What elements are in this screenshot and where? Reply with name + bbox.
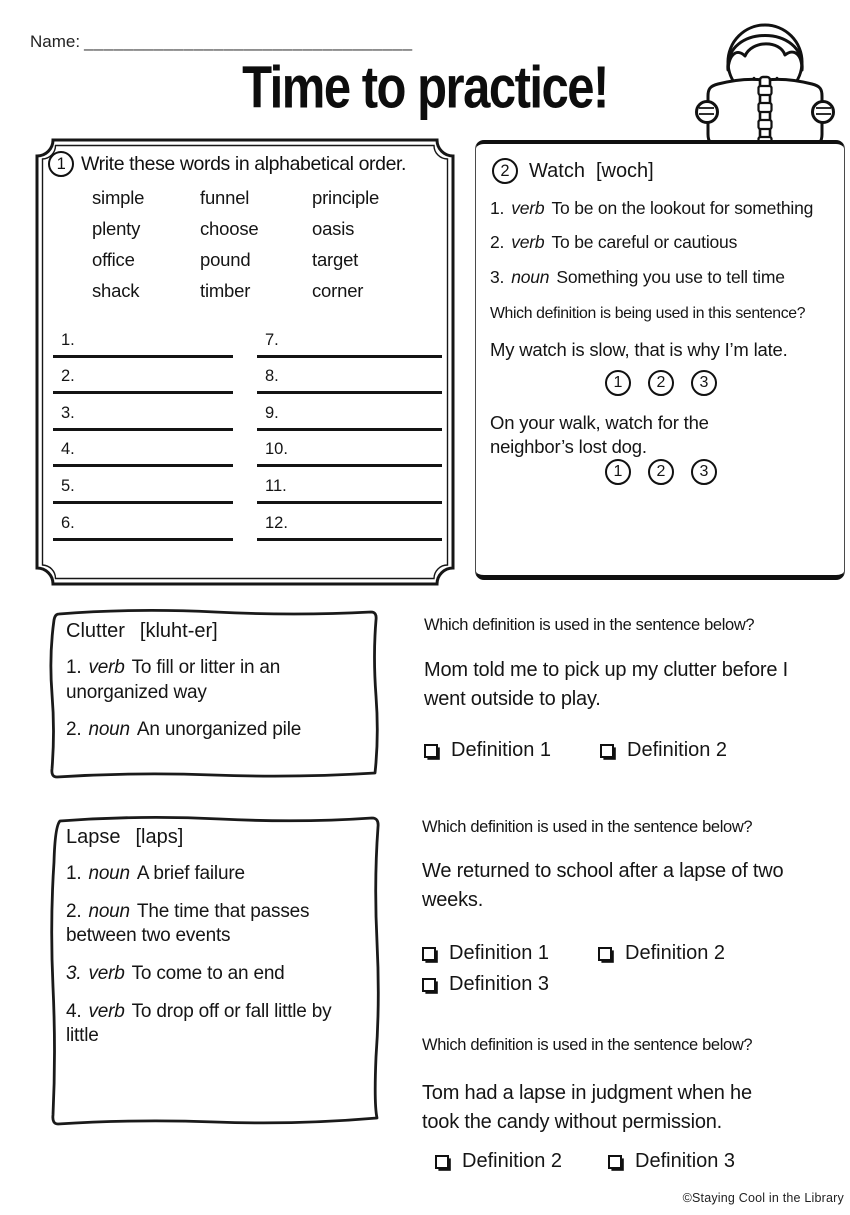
lapse-box xyxy=(45,812,385,1130)
blank-number: 8. xyxy=(265,367,279,386)
definition-line xyxy=(490,231,832,254)
page-title: Time to practice! xyxy=(242,55,608,122)
option-definition-3 xyxy=(422,973,549,996)
question-text: Which definition is being used in this sentence? xyxy=(490,304,806,322)
definition-text: To fill or litter in an unorganized way xyxy=(66,657,281,703)
blank-number: 9. xyxy=(265,403,279,422)
answer-blank-8[interactable] xyxy=(257,358,442,395)
section1-number-badge: 1 xyxy=(48,151,74,177)
answer-blanks xyxy=(53,321,442,541)
answer-blank-7[interactable] xyxy=(257,321,442,358)
blank-number: 4. xyxy=(61,440,75,459)
option-label: Definition 1 xyxy=(449,942,550,965)
checkbox[interactable] xyxy=(598,947,612,961)
definition-text: To be careful or cautious xyxy=(551,232,738,253)
question-text: Which definition is used in the sentence below? xyxy=(422,818,753,836)
checkbox[interactable] xyxy=(600,744,614,758)
checkbox[interactable] xyxy=(422,978,436,992)
definition-line xyxy=(66,962,369,987)
lapse-heading xyxy=(66,826,369,849)
choice-circle-2[interactable]: 2 xyxy=(648,370,674,396)
answer-blank-5[interactable] xyxy=(53,467,233,504)
choice-row-2 xyxy=(490,459,832,485)
word-item: pound xyxy=(200,249,251,270)
definition-number: 2. xyxy=(66,900,82,922)
word-item: simple xyxy=(92,187,145,208)
checkbox[interactable] xyxy=(422,947,436,961)
blank-number: 12. xyxy=(265,513,288,532)
word-item: corner xyxy=(312,280,364,301)
definition-number: 3. xyxy=(490,266,505,287)
checkbox[interactable] xyxy=(435,1155,449,1169)
answer-blank-1[interactable] xyxy=(53,321,233,358)
section1-prompt: Write these words in alphabetical order. xyxy=(81,152,407,175)
definition-text: To drop off or fall little by little xyxy=(66,1000,332,1047)
part-of-speech: noun xyxy=(511,266,550,287)
definition-line xyxy=(66,656,367,705)
definition-text: The time that passes between two events xyxy=(66,900,310,947)
definition-line xyxy=(66,862,369,887)
word-list xyxy=(92,187,379,311)
definition-text: To come to an end xyxy=(131,963,285,985)
option-definition-2 xyxy=(435,1150,608,1173)
definition-number: 2. xyxy=(490,232,505,253)
question-text: Which definition is used in the sentence below? xyxy=(424,616,755,634)
blank-number: 10. xyxy=(265,440,288,459)
word-item: oasis xyxy=(312,218,355,239)
option-label: Definition 3 xyxy=(449,973,550,996)
watch-box xyxy=(475,140,845,580)
clutter-question-block xyxy=(424,616,848,762)
lapse-q2-options xyxy=(422,1150,850,1173)
checkbox[interactable] xyxy=(608,1155,622,1169)
word-item: principle xyxy=(312,187,380,208)
sentence-text: On your walk, watch for the neighbor’s lost dog. xyxy=(490,411,709,458)
answer-blank-4[interactable] xyxy=(53,431,233,468)
word-title: Watch xyxy=(529,159,585,182)
blank-number: 5. xyxy=(61,476,75,495)
right-hand xyxy=(813,102,834,123)
blank-number: 3. xyxy=(61,403,75,422)
answer-blank-2[interactable] xyxy=(53,358,233,395)
option-label: Definition 2 xyxy=(625,942,726,965)
sentence-text: Mom told me to pick up my clutter before I went outside to play. xyxy=(424,659,788,710)
blank-number: 6. xyxy=(61,513,75,532)
watch-heading xyxy=(492,158,832,184)
footer-credit: ©Staying Cool in the Library xyxy=(682,1191,844,1205)
part-of-speech: verb xyxy=(88,1000,125,1022)
left-hand xyxy=(697,102,718,123)
pronunciation: [kluht-er] xyxy=(139,620,218,642)
definition-number: 1. xyxy=(66,863,82,884)
word-title: Clutter xyxy=(66,620,125,642)
part-of-speech: verb xyxy=(511,198,545,218)
answer-blank-10[interactable] xyxy=(257,431,442,468)
clutter-options xyxy=(424,739,848,762)
blank-number: 11. xyxy=(265,476,287,495)
part-of-speech: noun xyxy=(88,863,130,884)
section2-number-badge: 2 xyxy=(492,158,518,184)
option-label: Definition 1 xyxy=(451,739,552,762)
definition-number: 2. xyxy=(66,719,82,741)
choice-circle-3[interactable]: 3 xyxy=(691,459,717,485)
definition-text: A brief failure xyxy=(136,863,245,884)
word-item: plenty xyxy=(92,218,141,239)
definition-number: 1. xyxy=(66,657,82,678)
lapse-question-block-2 xyxy=(422,1036,850,1173)
definition-number: 4. xyxy=(66,1000,82,1022)
option-label: Definition 2 xyxy=(462,1150,563,1173)
choice-row-1 xyxy=(490,370,832,396)
definition-line xyxy=(490,197,832,220)
definition-line xyxy=(66,900,369,949)
part-of-speech: noun xyxy=(88,900,130,922)
lapse-q1-options xyxy=(422,942,822,996)
word-item: office xyxy=(92,249,135,270)
checkbox[interactable] xyxy=(424,744,438,758)
definition-text: To be on the lookout for something xyxy=(551,198,814,218)
sentence-text: My watch is slow, that is why I’m late. xyxy=(490,338,788,360)
part-of-speech: noun xyxy=(88,719,130,741)
part-of-speech: verb xyxy=(88,963,125,985)
choice-circle-1[interactable]: 1 xyxy=(605,370,631,396)
word-item: target xyxy=(312,249,359,270)
word-item: shack xyxy=(92,280,140,301)
answer-blank-9[interactable] xyxy=(257,394,442,431)
section1-heading xyxy=(48,151,406,177)
option-definition-2 xyxy=(600,739,727,762)
option-definition-1 xyxy=(424,739,600,762)
option-definition-2 xyxy=(598,942,798,965)
option-definition-3 xyxy=(608,1150,735,1173)
name-row xyxy=(30,32,413,52)
pronunciation: [laps] xyxy=(135,826,184,848)
option-definition-1 xyxy=(422,942,598,965)
clutter-box xyxy=(45,606,383,783)
sentence-text: We returned to school after a lapse of two weeks. xyxy=(422,860,784,911)
definition-number: 3. xyxy=(66,963,82,985)
answer-blank-6[interactable] xyxy=(53,504,233,541)
pronunciation: [woch] xyxy=(595,159,654,182)
answer-blank-3[interactable] xyxy=(53,394,233,431)
word-item: choose xyxy=(200,218,259,239)
clutter-heading xyxy=(66,620,367,643)
question-text: Which definition is used in the sentence below? xyxy=(422,1036,753,1054)
word-title: Lapse xyxy=(66,826,121,848)
word-item: timber xyxy=(200,280,251,301)
answer-blank-12[interactable] xyxy=(257,504,442,541)
blank-number: 1. xyxy=(61,330,75,349)
alphabetical-order-box xyxy=(35,138,455,586)
definition-number: 1. xyxy=(490,198,505,218)
option-label: Definition 3 xyxy=(635,1150,736,1173)
choice-circle-1[interactable]: 1 xyxy=(605,459,631,485)
choice-circle-2[interactable]: 2 xyxy=(648,459,674,485)
word-item: funnel xyxy=(200,187,250,208)
lapse-question-block-1 xyxy=(422,818,850,996)
definition-line xyxy=(490,266,832,289)
answer-blank-11[interactable] xyxy=(257,467,442,504)
blank-number: 7. xyxy=(265,330,279,349)
sentence-text: Tom had a lapse in judgment when he took the candy without permission. xyxy=(422,1082,752,1133)
part-of-speech: verb xyxy=(511,232,545,253)
definition-line xyxy=(66,718,367,743)
name-label: Name: xyxy=(30,32,81,51)
name-input-line[interactable]: _________________________________ xyxy=(84,32,413,51)
option-label: Definition 2 xyxy=(627,739,728,762)
definition-line xyxy=(66,1000,369,1049)
definition-text: An unorganized pile xyxy=(136,719,302,741)
choice-circle-3[interactable]: 3 xyxy=(691,370,717,396)
definition-text: Something you use to tell time xyxy=(556,266,785,287)
blank-number: 2. xyxy=(61,367,75,386)
part-of-speech: verb xyxy=(88,657,125,678)
